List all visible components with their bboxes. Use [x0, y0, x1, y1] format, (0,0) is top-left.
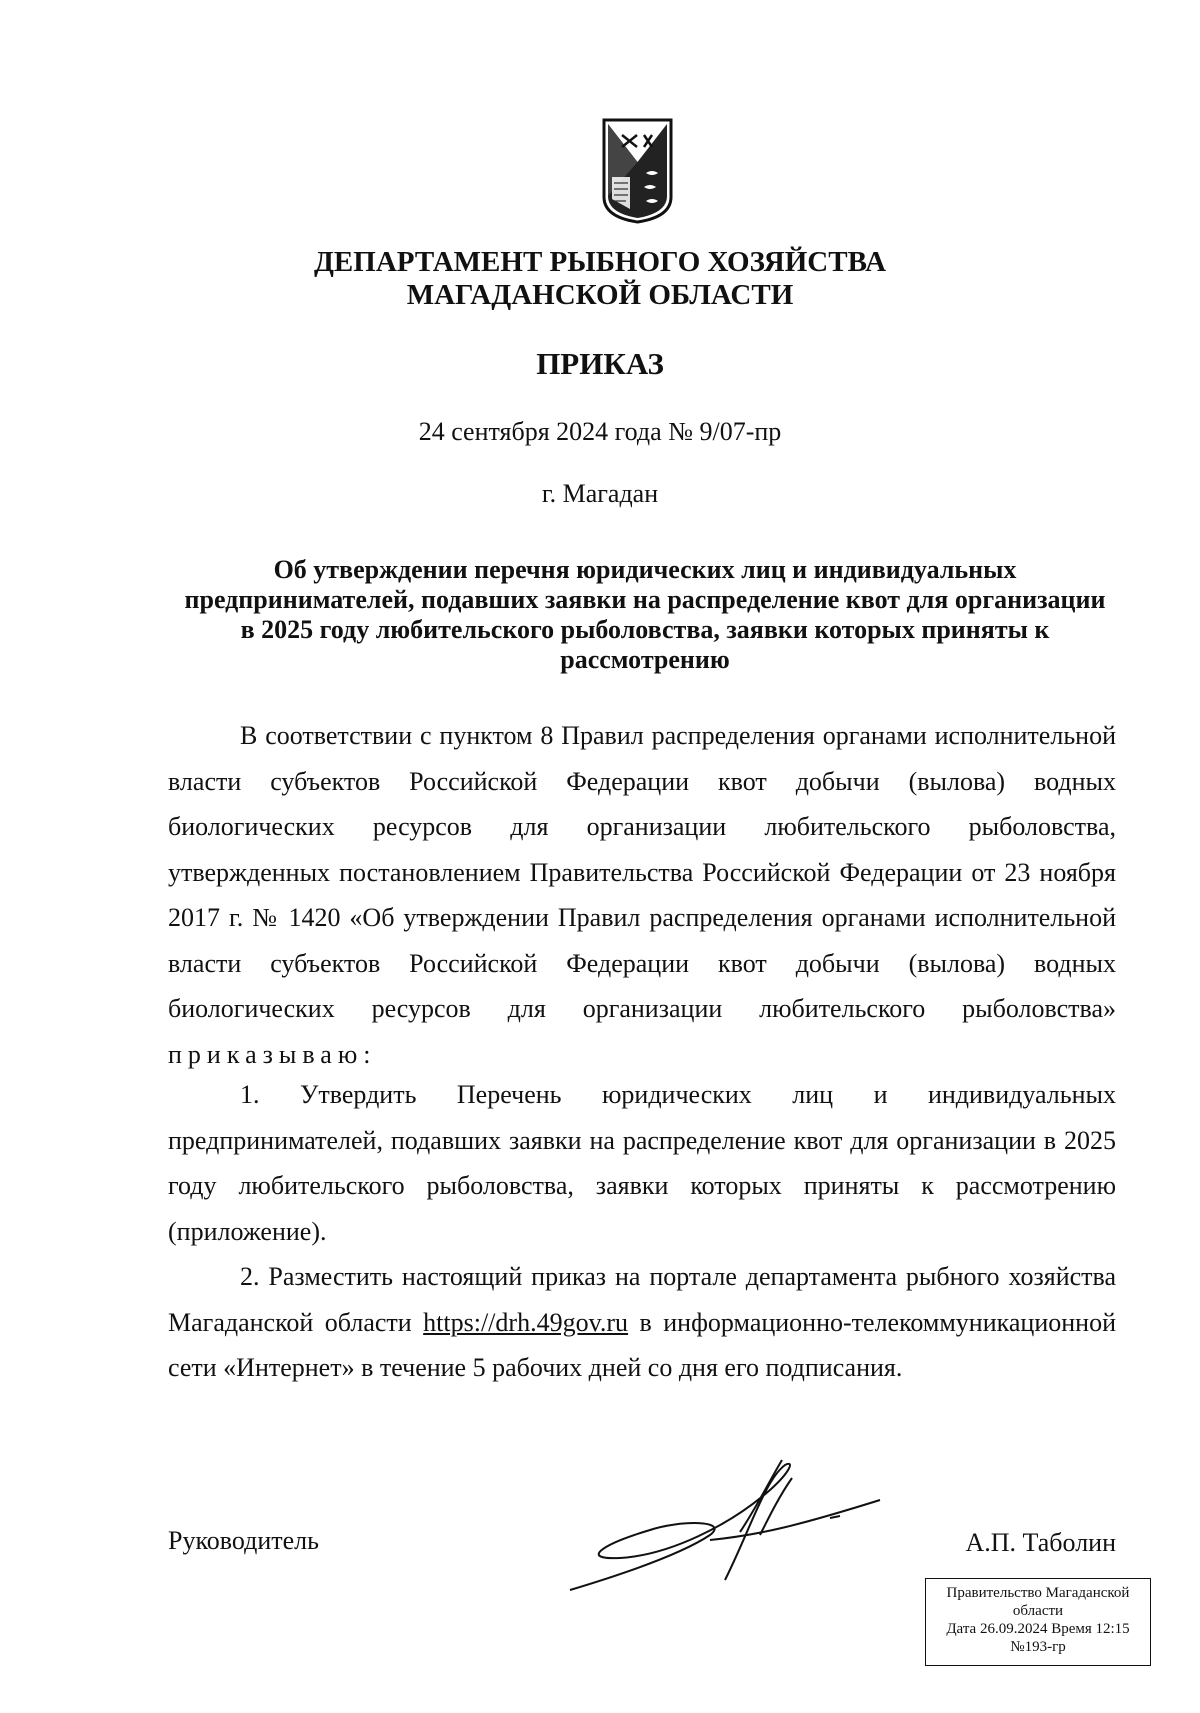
order-item-1: 1. Утвердить Перечень юридических лиц и индивидуальных предпринимателей, подавших заявки на распределение квот для организации в 2025 году любительского рыболовства, заявки которых приняты к рассмотрению (приложение).	[168, 1080, 1116, 1246]
registration-stamp	[925, 1578, 1151, 1666]
stamp-line3: Дата 26.09.2024 Время 12:15	[946, 1621, 1130, 1637]
order-keyword: приказываю:	[168, 1039, 377, 1069]
coat-of-arms-icon	[600, 117, 675, 225]
preamble-text: В соответствии с пунктом 8 Правил распределения органами исполнительной власти субъектов Российской Федерации квот добычи (вылова) водных биологических ресурсов для организации любительского рыболовства, утвержденных постановлением Правительства Российской Федерации от 23 ноября 2017 г. № 1420 «Об утверждении Правил распределения органами исполнительной власти субъектов Российской Федерации квот добычи (вылова) водных биологических ресурсов для организации любительского рыболовства»	[168, 721, 1116, 1023]
order-item-2	[168, 1254, 1116, 1391]
department-name-line2: МАГАДАНСКОЙ ОБЛАСТИ	[406, 279, 794, 311]
order-subject: Об утверждении перечня юридических лиц и индивидуальных предпринимателей, подавших заявки на распределение квот для организации в 2025 году любительского рыболовства, заявки которых приняты к рассмотрению	[184, 555, 1106, 674]
stamp-line2: области	[1012, 1603, 1064, 1619]
stamp-line4: №193-гр	[1010, 1639, 1066, 1655]
order-item-2-text-before: 2. Разместить настоящий приказ на портале департамента рыбного хозяйства Магаданской области	[168, 1262, 1116, 1337]
handwritten-signature	[560, 1440, 930, 1600]
department-name	[0, 246, 1200, 312]
order-date-number: 24 сентября 2024 года № 9/07-пр	[418, 417, 782, 446]
order-city: г. Магадан	[541, 479, 659, 508]
signatory-name: А.П. Таболин	[965, 1528, 1116, 1557]
signatory-role: Руководитель	[168, 1526, 319, 1555]
preamble-paragraph	[168, 713, 1116, 1077]
order-item-2-text-after: в информационно-телекоммуникационной сети «Интернет» в течение 5 рабочих дней со дня его подписания.	[168, 1307, 1116, 1382]
portal-link[interactable]: https://drh.49gov.ru	[423, 1307, 629, 1337]
document-type: ПРИКАЗ	[536, 346, 664, 381]
stamp-line1: Правительство Магаданской	[946, 1585, 1130, 1601]
department-name-line1: ДЕПАРТАМЕНТ РЫБНОГО ХОЗЯЙСТВА	[313, 246, 887, 278]
